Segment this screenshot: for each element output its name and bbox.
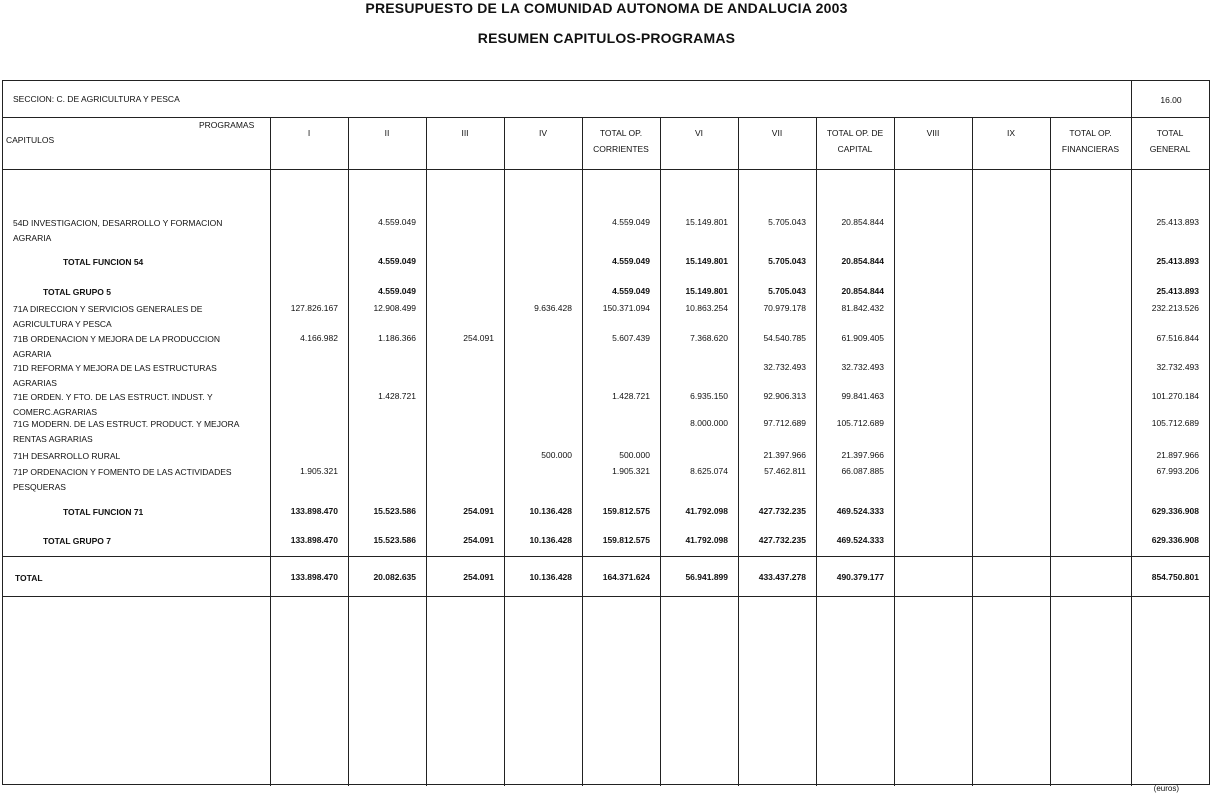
table-cell: 1.428.721 — [612, 391, 650, 401]
table-cell: 164.371.624 — [602, 572, 650, 582]
table-cell: 61.909.405 — [841, 333, 884, 343]
table-cell: 92.906.313 — [763, 391, 806, 401]
table-cell: 4.166.982 — [300, 333, 338, 343]
table-cell: 25.413.893 — [1156, 286, 1199, 296]
row-label-line1: TOTAL FUNCION 71 — [63, 507, 144, 517]
table-cell: 4.559.049 — [378, 256, 416, 266]
table-cell: 101.270.184 — [1151, 391, 1199, 401]
row-label-line1: 71A DIRECCION Y SERVICIOS GENERALES DE — [13, 304, 203, 314]
table-cell: 12.908.499 — [373, 303, 416, 313]
table-cell: 10.863.254 — [685, 303, 728, 313]
table-cell: 97.712.689 — [763, 418, 806, 428]
row-label-line2: RENTAS AGRARIAS — [13, 434, 93, 444]
row-label-line1: TOTAL — [15, 573, 43, 583]
column-divider — [972, 117, 973, 786]
table-cell: 99.841.463 — [841, 391, 884, 401]
row-label — [13, 449, 268, 464]
table-cell: 32.732.493 — [841, 362, 884, 372]
table-cell: 105.712.689 — [836, 418, 884, 428]
table-cell: 8.000.000 — [690, 418, 728, 428]
table-cell: 66.087.885 — [841, 466, 884, 476]
column-header — [660, 125, 738, 141]
table-cell: 629.336.908 — [1151, 506, 1199, 516]
header-capitulos: CAPITULOS — [6, 135, 55, 145]
table-cell: 254.091 — [463, 572, 494, 582]
column-header-line1: TOTAL OP. DE — [826, 128, 884, 138]
row-label-line2: COMERC.AGRARIAS — [13, 407, 98, 417]
row-label-line2: AGRICULTURA Y PESCA — [13, 319, 112, 329]
table-cell: 20.854.844 — [841, 286, 884, 296]
units-note: (euros) — [1153, 784, 1179, 793]
table-cell: 133.898.470 — [290, 506, 338, 516]
column-header-line1: VI — [694, 128, 704, 138]
row-label — [13, 332, 268, 362]
table-cell: 127.826.167 — [290, 303, 338, 313]
row-label-line1: 71D REFORMA Y MEJORA DE LAS ESTRUCTURAS — [13, 363, 217, 373]
column-header — [504, 125, 582, 141]
table-cell: 32.732.493 — [763, 362, 806, 372]
table-cell: 4.559.049 — [612, 286, 650, 296]
table-cell: 1.905.321 — [300, 466, 338, 476]
table-cell: 32.732.493 — [1156, 362, 1199, 372]
table-cell: 21.397.966 — [841, 450, 884, 460]
table-cell: 15.149.801 — [685, 217, 728, 227]
table-cell: 21.897.966 — [1156, 450, 1199, 460]
row-label — [43, 534, 268, 549]
table-cell: 5.705.043 — [768, 286, 806, 296]
row-label — [15, 571, 268, 586]
table-cell: 56.941.899 — [685, 572, 728, 582]
column-header — [1131, 125, 1209, 157]
table-cell: 15.149.801 — [685, 286, 728, 296]
table-cell: 15.523.586 — [373, 535, 416, 545]
header-programas: PROGRAMAS — [199, 120, 255, 130]
table-cell: 159.812.575 — [602, 535, 650, 545]
column-header-line1: VII — [771, 128, 783, 138]
row-label-line2: AGRARIAS — [13, 378, 57, 388]
column-header — [816, 125, 894, 157]
table-cell: 254.091 — [463, 333, 494, 343]
column-divider — [270, 117, 271, 786]
page-title: PRESUPUESTO DE LA COMUNIDAD AUTONOMA DE ANDALUCIA 2003 — [365, 0, 848, 16]
row-label-line1: 71P ORDENACION Y FOMENTO DE LAS ACTIVIDADES — [13, 467, 232, 477]
table-cell: 500.000 — [541, 450, 572, 460]
column-header-line2: CORRIENTES — [593, 144, 649, 154]
table-cell: 105.712.689 — [1151, 418, 1199, 428]
row-label-line2: PESQUERAS — [13, 482, 66, 492]
column-header-line1: TOTAL OP. — [599, 128, 643, 138]
table-cell: 25.413.893 — [1156, 217, 1199, 227]
column-header — [582, 125, 660, 157]
table-cell: 41.792.098 — [685, 535, 728, 545]
column-header-line1: VIII — [926, 128, 940, 138]
table-cell: 427.732.235 — [758, 506, 806, 516]
table-cell: 1.186.366 — [378, 333, 416, 343]
table-cell: 1.428.721 — [378, 391, 416, 401]
table-cell: 20.082.635 — [373, 572, 416, 582]
rule — [3, 556, 1209, 557]
column-header — [348, 125, 426, 141]
table-cell: 81.842.432 — [841, 303, 884, 313]
table-cell: 469.524.333 — [836, 535, 884, 545]
column-header — [1050, 125, 1131, 157]
table-cell: 4.559.049 — [612, 256, 650, 266]
table-cell: 21.397.966 — [763, 450, 806, 460]
column-header — [738, 125, 816, 141]
column-divider — [426, 117, 427, 786]
table-cell: 4.559.049 — [612, 217, 650, 227]
row-label-line2: AGRARIA — [13, 233, 52, 243]
column-header — [894, 125, 972, 141]
table-cell: 41.792.098 — [685, 506, 728, 516]
column-divider — [1050, 117, 1051, 786]
table-cell: 9.636.428 — [534, 303, 572, 313]
table-cell: 10.136.428 — [529, 572, 572, 582]
table-cell: 854.750.801 — [1151, 572, 1199, 582]
section-code: 16.00 — [1160, 95, 1182, 105]
column-divider — [894, 117, 895, 786]
table-cell: 232.213.526 — [1151, 303, 1199, 313]
table-cell: 7.368.620 — [690, 333, 728, 343]
table-cell: 15.149.801 — [685, 256, 728, 266]
row-label-line1: TOTAL FUNCION 54 — [63, 257, 144, 267]
table-cell: 133.898.470 — [290, 572, 338, 582]
column-header — [270, 125, 348, 141]
table-cell: 54.540.785 — [763, 333, 806, 343]
table-cell: 6.935.150 — [690, 391, 728, 401]
row-label — [13, 465, 268, 495]
rule — [3, 117, 1209, 118]
table-cell: 57.462.811 — [764, 466, 806, 476]
row-label-line1: TOTAL GRUPO 5 — [43, 287, 112, 297]
row-label-line1: 71G MODERN. DE LAS ESTRUCT. PRODUCT. Y MEJORA — [13, 419, 240, 429]
table-cell: 427.732.235 — [758, 535, 806, 545]
table-cell: 25.413.893 — [1156, 256, 1199, 266]
table-cell: 5.705.043 — [768, 256, 806, 266]
table-cell: 15.523.586 — [373, 506, 416, 516]
table-cell: 4.559.049 — [378, 286, 416, 296]
table-cell: 5.705.043 — [768, 217, 806, 227]
table-cell: 67.516.844 — [1156, 333, 1199, 343]
table-cell: 629.336.908 — [1151, 535, 1199, 545]
table-cell: 5.607.439 — [612, 333, 650, 343]
column-header-line2: FINANCIERAS — [1061, 144, 1120, 154]
row-label-line1: 71B ORDENACION Y MEJORA DE LA PRODUCCION — [13, 334, 221, 344]
column-header-line1: I — [307, 128, 311, 138]
table-cell: 67.993.206 — [1156, 466, 1199, 476]
rule — [3, 596, 1209, 597]
row-label-line1: 71E ORDEN. Y FTO. DE LAS ESTRUCT. INDUST. Y — [13, 392, 213, 402]
row-label — [63, 505, 268, 520]
table-cell: 500.000 — [619, 450, 650, 460]
row-label — [13, 390, 268, 420]
column-header-line1: IV — [538, 128, 548, 138]
page-subtitle: RESUMEN CAPITULOS-PROGRAMAS — [477, 30, 736, 46]
table-cell: 150.371.094 — [602, 303, 650, 313]
table-cell: 10.136.428 — [529, 535, 572, 545]
column-header-line2: CAPITAL — [837, 144, 873, 154]
table-cell: 254.091 — [463, 535, 494, 545]
rule — [3, 169, 1209, 170]
section-label: SECCION: C. DE AGRICULTURA Y PESCA — [13, 94, 180, 104]
column-header-line1: TOTAL OP. — [1069, 128, 1112, 138]
row-label-line1: 54D INVESTIGACION, DESARROLLO Y FORMACION — [13, 218, 223, 228]
table-cell: 10.136.428 — [529, 506, 572, 516]
row-label-line1: TOTAL GRUPO 7 — [43, 536, 112, 546]
column-header-line1: II — [384, 128, 390, 138]
table-cell: 469.524.333 — [836, 506, 884, 516]
budget-table — [2, 80, 1210, 785]
table-cell: 20.854.844 — [841, 256, 884, 266]
table-cell: 70.979.178 — [763, 303, 806, 313]
table-cell: 4.559.049 — [378, 217, 416, 227]
table-cell: 8.625.074 — [690, 466, 728, 476]
row-label — [13, 417, 268, 447]
table-cell: 1.905.321 — [612, 466, 650, 476]
column-header — [426, 125, 504, 141]
column-header-line1: TOTAL — [1156, 128, 1184, 138]
table-cell: 159.812.575 — [602, 506, 650, 516]
table-cell: 490.379.177 — [836, 572, 884, 582]
row-label — [63, 255, 268, 270]
row-label — [13, 302, 268, 332]
row-label — [13, 361, 268, 391]
row-label — [13, 216, 268, 246]
table-cell: 20.854.844 — [841, 217, 884, 227]
column-header — [972, 125, 1050, 141]
column-header-line1: IX — [1006, 128, 1016, 138]
column-header-line1: III — [461, 128, 469, 138]
table-cell: 133.898.470 — [290, 535, 338, 545]
column-header-line2: GENERAL — [1149, 144, 1191, 154]
row-label — [43, 285, 268, 300]
row-label-line2: AGRARIA — [13, 349, 52, 359]
table-cell: 254.091 — [463, 506, 494, 516]
table-cell: 433.437.278 — [758, 572, 806, 582]
row-label-line1: 71H DESARROLLO RURAL — [13, 451, 121, 461]
